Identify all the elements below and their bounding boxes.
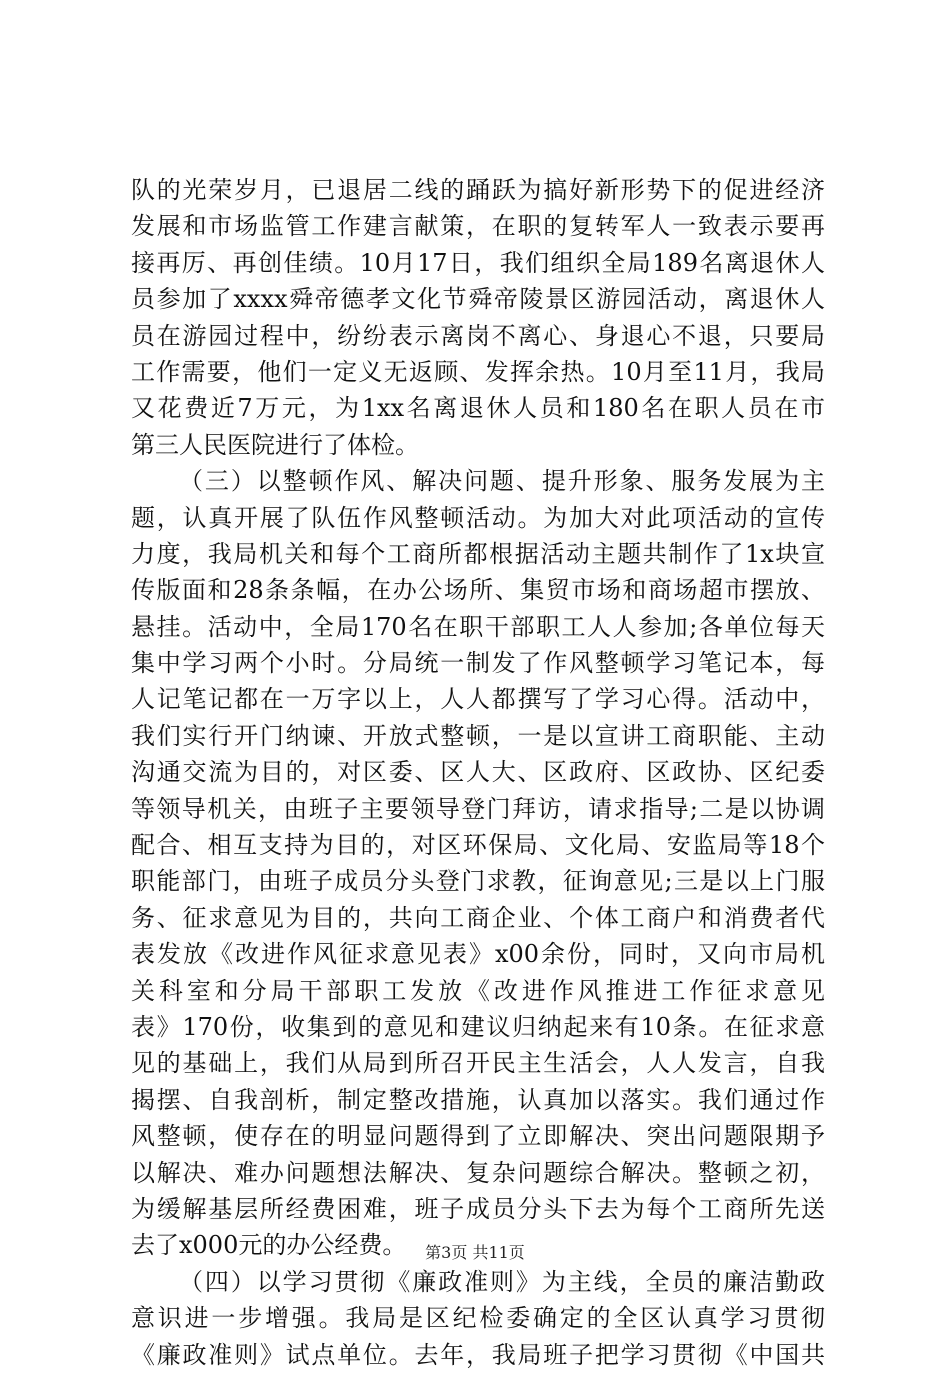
text-line: 表发放《改进作风征求意见表》x00余份，同时，又向市局机 [131, 940, 825, 969]
text-line: 去了x000元的办公经费。 [131, 1231, 407, 1260]
text-line: 揭摆、自我剖析，制定整改措施，认真加以落实。我们通过作 [131, 1085, 825, 1114]
text-line: 第三人民医院进行了体检。 [131, 430, 419, 459]
text-line: 我们实行开门纳谏、开放式整顿，一是以宣讲工商职能、主动 [131, 721, 825, 750]
text-line: 员在游园过程中，纷纷表示离岗不离心、身退心不退，只要局 [131, 321, 825, 350]
text-line: 风整顿，使存在的明显问题得到了立即解决、突出问题限期予 [131, 1122, 825, 1151]
text-line: 传版面和28条条幅，在办公场所、集贸市场和商场超市摆放、 [131, 576, 825, 605]
text-line: 题，认真开展了队伍作风整顿活动。为加大对此项活动的宣传 [131, 503, 825, 532]
text-line: 务、征求意见为目的，共向工商企业、个体工商户和消费者代 [131, 903, 825, 932]
paragraph-start-line: （三）以整顿作风、解决问题、提升形象、服务发展为主 [179, 467, 825, 496]
text-line: 见的基础上，我们从局到所召开民主生活会，人人发言，自我 [131, 1049, 825, 1078]
text-line: 配合、相互支持为目的，对区环保局、文化局、安监局等18个 [131, 831, 825, 860]
body-text [131, 172, 825, 1373]
text-line: 人记笔记都在一万字以上，人人都撰写了学习心得。活动中， [131, 685, 825, 714]
text-line: 又花费近7万元，为1xx名离退休人员和180名在职人员在市 [131, 394, 825, 423]
text-line: 员参加了xxxx舜帝德孝文化节舜帝陵景区游园活动，离退休人 [131, 285, 825, 314]
text-line: 等领导机关，由班子主要领导登门拜访，请求指导;二是以协调 [131, 794, 825, 823]
text-line: 沟通交流为目的，对区委、区人大、区政府、区政协、区纪委 [131, 758, 825, 787]
text-line: 力度，我局机关和每个工商所都根据活动主题共制作了1x块宣 [131, 539, 825, 568]
text-line: 集中学习两个小时。分局统一制发了作风整顿学习笔记本，每 [131, 649, 825, 678]
text-line: 发展和市场监管工作建言献策，在职的复转军人一致表示要再 [131, 212, 825, 241]
text-line: 为缓解基层所经费困难，班子成员分头下去为每个工商所先送 [131, 1194, 825, 1223]
text-line: 表》170份，收集到的意见和建议归纳起来有10条。在征求意 [131, 1012, 825, 1041]
text-line: 职能部门，由班子成员分头登门求教，征询意见;三是以上门服 [131, 867, 825, 896]
text-line: 意识进一步增强。我局是区纪检委确定的全区认真学习贯彻 [131, 1304, 825, 1333]
text-line: 工作需要，他们一定义无返顾、发挥余热。10月至11月，我局 [131, 357, 825, 386]
text-line: 接再厉、再创佳绩。10月17日，我们组织全局189名离退休人 [131, 248, 825, 277]
text-line: 队的光荣岁月，已退居二线的踊跃为搞好新形势下的促进经济 [131, 176, 825, 204]
paragraph-start-line: （四）以学习贯彻《廉政准则》为主线，全员的廉洁勤政 [179, 1267, 825, 1296]
text-line: 以解决、难办问题想法解决、复杂问题综合解决。整顿之初， [131, 1158, 825, 1187]
text-line: 《廉政准则》试点单位。去年，我局班子把学习贯彻《中国共 [131, 1340, 825, 1369]
text-line: 悬挂。活动中，全局170名在职干部职工人人参加;各单位每天 [131, 612, 825, 641]
text-line: 关科室和分局干部职工发放《改进作风推进工作征求意见 [131, 976, 825, 1005]
page-number-footer: 第3页 共11页 [425, 1243, 525, 1262]
